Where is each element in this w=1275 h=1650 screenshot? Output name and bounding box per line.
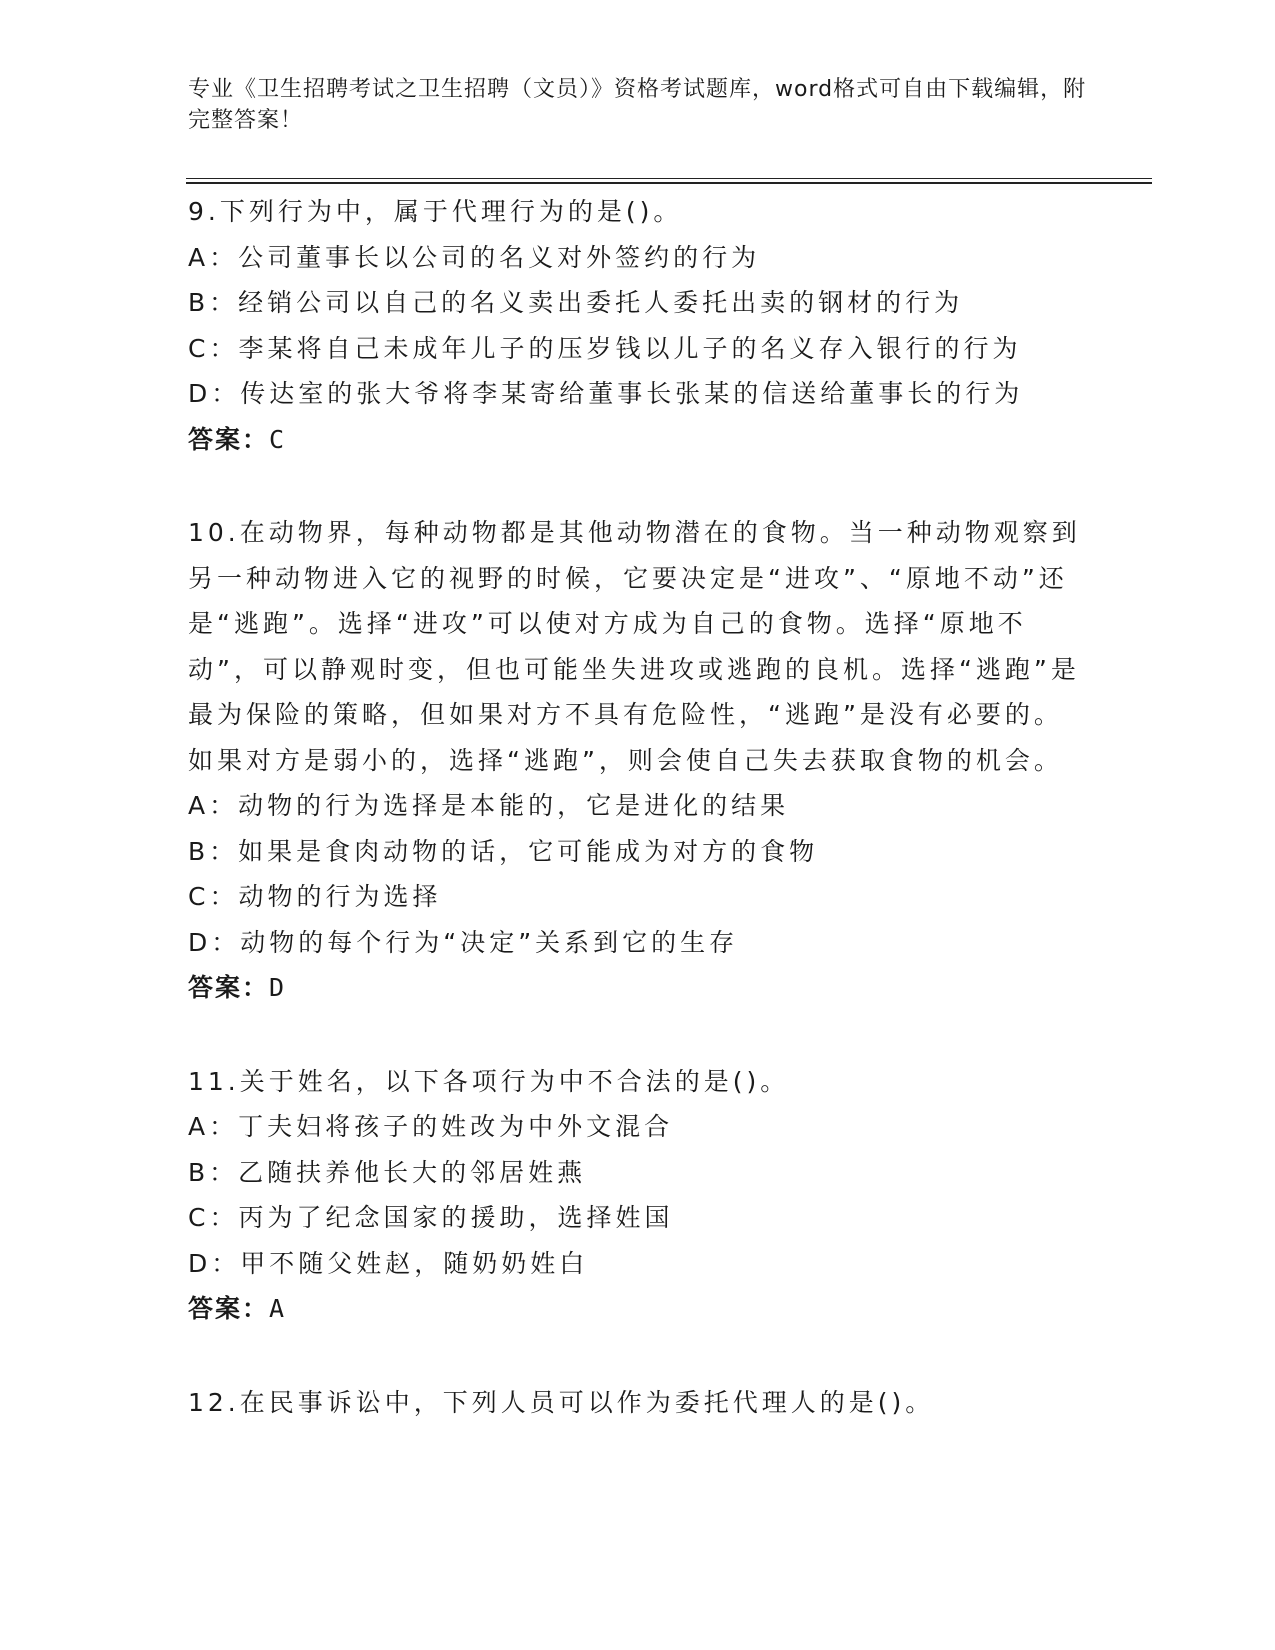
option-list: [188, 235, 1088, 417]
option-d: D：甲不随父姓赵，随奶奶姓白: [188, 1248, 589, 1278]
answer-value: A: [269, 1294, 287, 1323]
answer-line: [188, 965, 1088, 1011]
question-text: 12.在民事诉讼中，下列人员可以作为委托代理人的是()。: [188, 1387, 935, 1417]
header-text: 专业《卫生招聘考试之卫生招聘（文员）》资格考试题库，word格式可自由下载编辑，附完整答案！: [188, 77, 1087, 133]
option-a: A：丁夫妇将孩子的姓改为中外文混合: [188, 1112, 674, 1141]
question-12: [188, 1380, 1088, 1426]
option-a: A：公司董事长以公司的名义对外签约的行为: [188, 242, 761, 272]
option-d: D：动物的每个行为“决定”关系到它的生存: [188, 927, 739, 957]
question-text: 11.关于姓名，以下各项行为中不合法的是()。: [188, 1066, 790, 1096]
document-header: [188, 74, 1088, 136]
option-a: A：动物的行为选择是本能的，它是进化的结果: [188, 791, 790, 820]
header-divider-thin: [186, 178, 1152, 179]
question-11: [188, 1059, 1088, 1332]
question-text: 10.在动物界，每种动物都是其他动物潜在的食物。当一种动物观察到另一种动物进入它的视野的时候，它要决定是“进攻”、“原地不动”还是“逃跑”。选择“进攻”可以使对方成为自己的食物。选择“原地不动”，可以静观时变，但也可能坐失进攻或逃跑的良机。选择“逃跑”是最为保险的策略，但如果对方不具有危险性，“逃跑”是没有必要的。如果对方是弱小的，选择“逃跑”，则会使自己失去获取食物的机会。: [188, 518, 1081, 775]
answer-value: D: [269, 973, 287, 1002]
answer-label: 答案：: [188, 1294, 270, 1323]
option-c: C：丙为了纪念国家的援助，选择姓国: [188, 1203, 674, 1232]
option-c: C：动物的行为选择: [188, 882, 442, 911]
option-b: B：经销公司以自己的名义卖出委托人委托出卖的钢材的行为: [188, 288, 964, 317]
header-divider-thick: [186, 182, 1152, 184]
answer-label: 答案：: [188, 973, 270, 1002]
question-text: 9.下列行为中，属于代理行为的是()。: [188, 197, 683, 226]
option-b: B：乙随扶养他长大的邻居姓燕: [188, 1157, 587, 1187]
question-list: [188, 189, 1088, 1473]
answer-value: C: [269, 424, 287, 454]
answer-line: [188, 417, 1088, 463]
answer-label: 答案：: [188, 424, 270, 454]
option-c: C：李某将自己未成年儿子的压岁钱以儿子的名义存入银行的行为: [188, 333, 1022, 363]
option-list: [188, 783, 1088, 965]
question-9: [188, 189, 1088, 462]
option-list: [188, 1104, 1088, 1286]
option-d: D：传达室的张大爷将李某寄给董事长张某的信送给董事长的行为: [188, 379, 1024, 408]
option-b: B：如果是食肉动物的话，它可能成为对方的食物: [188, 836, 819, 866]
answer-line: [188, 1286, 1088, 1332]
question-10: [188, 510, 1088, 1011]
